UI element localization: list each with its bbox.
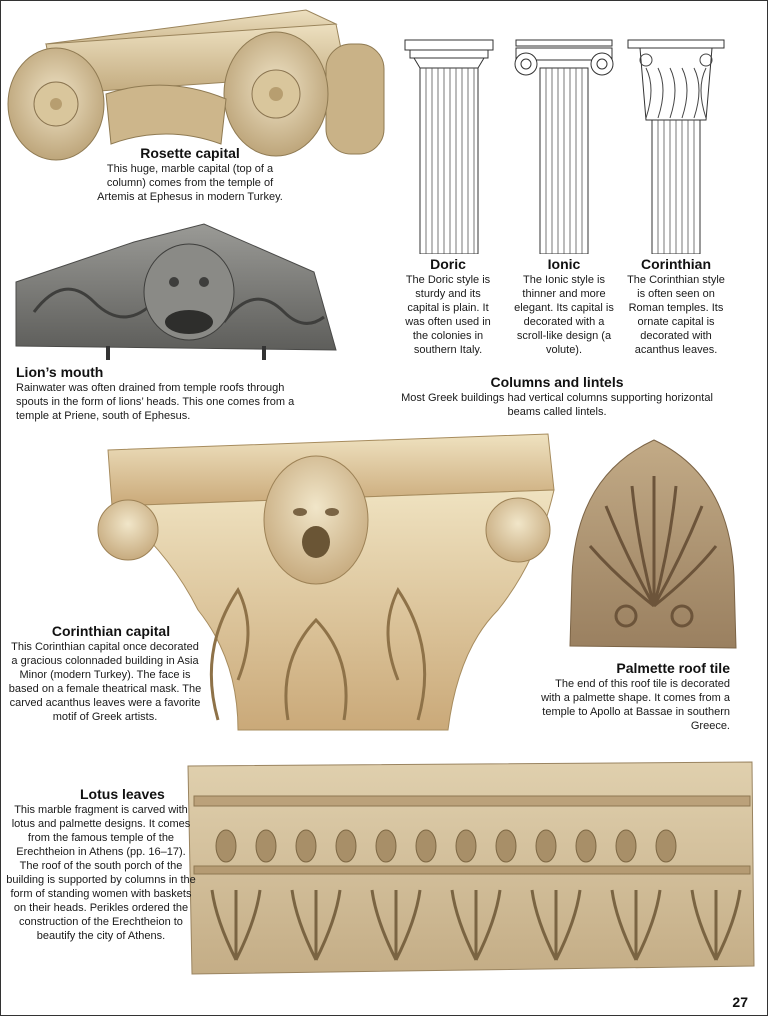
rosette-capital-title: Rosette capital: [140, 145, 240, 161]
corinthian-caption: The Corinthian style is often seen on Roman temples. Its ornate capital is decorated with acanthus leaves.: [627, 274, 725, 356]
ionic-caption: The Ionic style is thinner and more elegant. Its capital is decorated with a scroll-like design (a volute).: [514, 274, 614, 356]
palmette-tile-image: [566, 436, 740, 654]
corinthian-column-diagram: [626, 38, 726, 254]
corinthian-title: Corinthian: [641, 256, 711, 272]
page-number: 27: [732, 994, 748, 1010]
palmette-tile-title: Palmette roof tile: [616, 660, 730, 676]
palmette-tile-caption: The end of this roof tile is decorated with a palmette shape. It comes from a temple to Apollo at Bassae in southern Greece.: [541, 678, 730, 732]
doric-title: Doric: [430, 256, 466, 272]
corinthian-capital-title: Corinthian capital: [51, 623, 171, 639]
lions-mouth-caption: Rainwater was often drained from temple roofs through spouts in the form of lions’ heads. This one comes from a temple at Priene, south of Ephesus.: [16, 382, 295, 422]
lotus-leaves-caption: This marble fragment is carved with lotus and palmette designs. It comes from the famous temple of the Erechtheion in Athens (pp. 16–17). The roof of the south porch of the building is supported by columns in the form of standing women with baskets on their heads. Perikles ordered the construction of the Erechtheion to beautify the city of Athens.: [6, 804, 196, 942]
corinthian-capital-caption: This Corinthian capital once decorated a gracious colonnaded building in Asia Minor (modern Turkey). The face is based on a female theatrical mask. The carved acanthus leaves were a favorite motif of Greek artists.: [8, 641, 202, 723]
lotus-leaves-image: [186, 760, 756, 976]
rosette-capital-image: [6, 4, 390, 166]
ionic-column-diagram: [512, 38, 616, 254]
lions-mouth-image: [14, 222, 340, 362]
doric-caption: The Doric style is sturdy and its capital is plain. It was often used in the colonies in southern Italy.: [405, 274, 491, 356]
doric-column-diagram: [404, 38, 494, 254]
rosette-capital-caption: This huge, marble capital (top of a column) comes from the temple of Artemis at Ephesus in modern Turkey.: [97, 163, 283, 203]
lions-mouth-title: Lion’s mouth: [16, 364, 104, 380]
lotus-leaves-title: Lotus leaves: [80, 786, 165, 802]
columns-lintels-caption: Most Greek buildings had vertical columns supporting horizontal beams called lintels.: [401, 392, 713, 418]
ionic-title: Ionic: [547, 256, 581, 272]
columns-lintels-title: Columns and lintels: [490, 374, 624, 390]
